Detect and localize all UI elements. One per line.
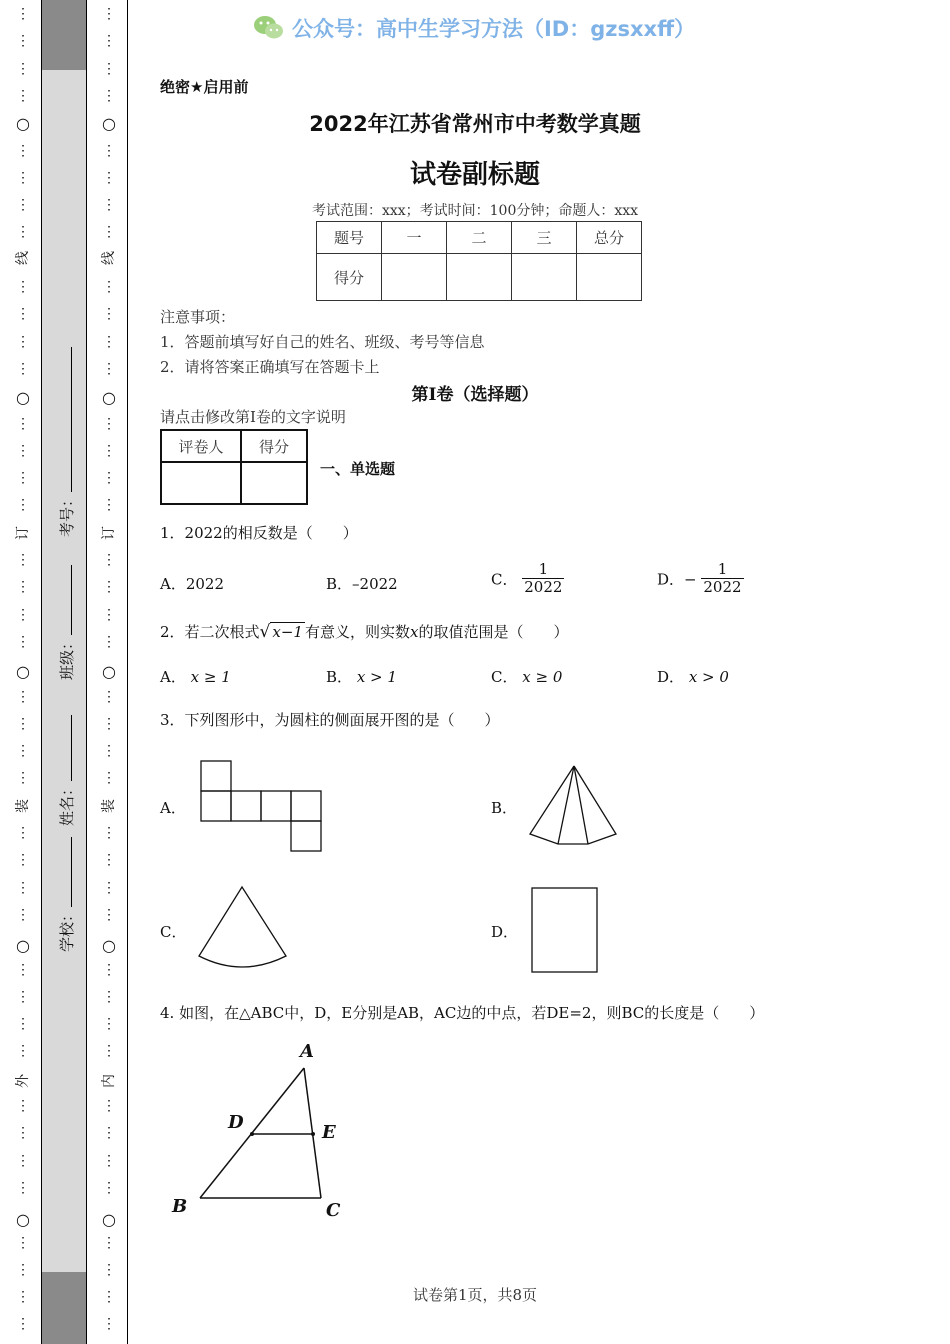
secret-mark: 绝密★启用前 (160, 78, 249, 96)
q3-figure-a-net (196, 756, 326, 856)
seal-label: 线 (101, 251, 117, 265)
dot-mark: ⋮ (16, 1261, 30, 1278)
dot-mark: ⋮ (102, 87, 116, 104)
dot-mark: ⋮ (16, 1289, 30, 1306)
dot-mark: ⋮ (102, 879, 116, 896)
q3-figure-d-rectangle (528, 884, 602, 976)
dot-mark: ⋮ (102, 770, 116, 787)
dot-mark: ⋮ (16, 961, 30, 978)
option-label: C． (491, 668, 518, 686)
q1-option-d[interactable] (657, 561, 744, 597)
exam-info: 考试范围：xxx；考试时间：100分钟；命题人：xxx (311, 203, 639, 219)
dot-mark: ⋮ (102, 715, 116, 732)
dot-mark: ⋮ (102, 906, 116, 923)
page-footer: 试卷第1页，共8页 (412, 1286, 538, 1304)
dot-mark: ⋮ (16, 60, 30, 77)
dot-mark: ⋮ (102, 825, 116, 841)
seal-circle: ○ (16, 936, 30, 955)
dot-mark: ⋮ (16, 497, 30, 514)
seal-circle: ○ (102, 114, 116, 133)
dot-mark: ⋮ (16, 688, 30, 705)
dot-mark: ⋮ (16, 333, 30, 350)
dot-mark: ⋮ (16, 442, 30, 459)
dot-mark: ⋮ (16, 415, 30, 432)
vertex-label-a: A (300, 1041, 314, 1062)
option-label: D． (657, 668, 685, 686)
score-table (316, 221, 642, 301)
notice-item: 1．答题前填写好自己的姓名、班级、考号等信息 (160, 333, 485, 351)
dot-mark: ⋮ (102, 606, 116, 623)
q2-option-a[interactable] (160, 666, 231, 687)
dot-mark: ⋮ (102, 169, 116, 186)
dot-mark: ⋮ (16, 224, 30, 241)
dot-mark: ⋮ (16, 633, 30, 650)
dot-mark: ⋮ (16, 579, 30, 596)
dot-mark: ⋮ (102, 1179, 116, 1196)
dot-mark: ⋮ (16, 279, 30, 295)
vertex-label-b: B (172, 1196, 188, 1217)
dot-mark: ⋮ (16, 1043, 30, 1060)
dot-mark: ⋮ (102, 415, 116, 432)
dot-mark: ⋮ (16, 743, 30, 760)
dot-mark: ⋮ (102, 1289, 116, 1306)
school-field[interactable]: 学校： (56, 837, 77, 952)
q1-option-b[interactable]: B．–2022 (326, 575, 398, 593)
dot-mark: ⋮ (102, 60, 116, 77)
dot-mark: ⋮ (16, 1316, 30, 1333)
outer-seal-line (15, 0, 31, 1344)
dot-mark: ⋮ (102, 688, 116, 705)
grader-header: 评卷人 (161, 430, 241, 462)
grader-cell[interactable] (241, 462, 307, 504)
dot-mark: ⋮ (102, 1316, 116, 1333)
gray-band-bottom (42, 1272, 86, 1344)
dot-mark: ⋮ (102, 1152, 116, 1169)
seal-label: 外 (15, 1074, 31, 1088)
seal-circle: ○ (16, 662, 30, 681)
dot-mark: ⋮ (102, 961, 116, 978)
q3-option-b[interactable]: B． (491, 799, 518, 817)
q3-option-d[interactable]: D． (491, 923, 519, 941)
score-header: 总分 (577, 222, 642, 254)
dot-mark: ⋮ (16, 1234, 30, 1251)
q2-stem-mid: 有意义，则实数 (304, 623, 410, 641)
id-field[interactable]: 考号： (56, 347, 77, 537)
dot-mark: ⋮ (16, 169, 30, 186)
seal-label: 订 (101, 526, 117, 540)
dot-mark: ⋮ (16, 360, 30, 377)
exam-subtitle: 试卷副标题 (409, 160, 540, 190)
class-field[interactable]: 班级： (56, 565, 77, 680)
seal-label: 订 (15, 526, 31, 540)
dot-mark: ⋮ (16, 1125, 30, 1142)
strip-border (127, 0, 128, 1344)
question-2-stem (160, 621, 568, 642)
dot-mark: ⋮ (102, 442, 116, 459)
dot-mark: ⋮ (102, 497, 116, 514)
q3-option-a[interactable]: A． (160, 799, 186, 817)
option-math: x > 1 (356, 668, 397, 686)
q2-option-b[interactable] (326, 666, 397, 687)
score-header: 一 (382, 222, 447, 254)
seal-label: 线 (15, 251, 31, 265)
q1-option-a[interactable]: A．2022 (160, 575, 225, 593)
seal-circle: ○ (16, 388, 30, 407)
dot-mark: ⋮ (102, 279, 116, 295)
score-cell[interactable] (577, 254, 642, 301)
score-header: 题号 (317, 222, 382, 254)
grader-cell[interactable] (161, 462, 241, 504)
seal-label: 内 (101, 1074, 117, 1088)
q3-option-c[interactable]: C． (160, 923, 187, 941)
option-label: A． (160, 668, 186, 686)
dot-mark: ⋮ (16, 1152, 30, 1169)
dot-mark: ⋮ (102, 224, 116, 241)
score-row-label: 得分 (317, 254, 382, 301)
part1-title: 第I卷（选择题） (411, 385, 539, 405)
option-math: x > 0 (688, 668, 729, 686)
dot-mark: ⋮ (16, 715, 30, 732)
q3-figure-b-pyramid (526, 762, 622, 850)
vertex-label-e: E (322, 1122, 336, 1143)
q4-triangle-figure (160, 1036, 360, 1226)
dot-mark: ⋮ (102, 852, 116, 869)
seal-label: 装 (15, 799, 31, 813)
q2-stem-pre: 2．若二次根式 (160, 623, 260, 641)
q1-option-c-fraction (522, 561, 564, 597)
dot-mark: ⋮ (102, 197, 116, 214)
vertex-label-c: C (326, 1200, 341, 1221)
option-label: B． (326, 668, 353, 686)
dot-mark: ⋮ (102, 470, 116, 487)
grader-table (160, 429, 308, 505)
dot-mark: ⋮ (102, 1261, 116, 1278)
dot-mark: ⋮ (102, 6, 116, 22)
question-3-stem: 3．下列图形中，为圆柱的侧面展开图的是（ ） (160, 711, 500, 729)
dot-mark: ⋮ (102, 579, 116, 596)
part1-note: 请点击修改第I卷的文字说明 (160, 408, 346, 426)
dot-mark: ⋮ (102, 1043, 116, 1060)
dot-mark: ⋮ (16, 906, 30, 923)
seal-circle: ○ (16, 114, 30, 133)
fraction-denominator: 2022 (524, 578, 563, 597)
dot-mark: ⋮ (16, 879, 30, 896)
q2-stem-post: 的取值范围是（ ） (418, 623, 569, 641)
banner-text: 公众号：高中生学习方法（ID：gzsxxff） (292, 17, 696, 41)
dot-mark: ⋮ (102, 33, 116, 50)
seal-label: 装 (101, 799, 117, 813)
score-cell[interactable] (512, 254, 577, 301)
dot-mark: ⋮ (16, 988, 30, 1005)
exam-title: 2022年江苏省常州市中考数学真题 (309, 112, 641, 136)
section-title: 一、单选题 (320, 460, 396, 478)
dot-mark: ⋮ (16, 1016, 30, 1033)
dot-mark: ⋮ (16, 770, 30, 787)
score-header: 三 (512, 222, 577, 254)
wechat-icon (252, 14, 286, 42)
dot-mark: ⋮ (16, 142, 30, 159)
seal-circle: ○ (16, 1210, 30, 1229)
dot-mark: ⋮ (16, 1179, 30, 1196)
q1-option-d-fraction (701, 561, 743, 597)
dot-mark: ⋮ (16, 825, 30, 841)
q2-option-c[interactable] (491, 666, 562, 687)
dot-mark: ⋮ (102, 988, 116, 1005)
dot-mark: ⋮ (16, 197, 30, 214)
dot-mark: ⋮ (16, 552, 30, 568)
seal-circle: ○ (102, 936, 116, 955)
q3-figure-c-sector (194, 882, 294, 976)
dot-mark: ⋮ (102, 1098, 116, 1114)
score-cell[interactable] (447, 254, 512, 301)
q2-option-d[interactable] (657, 666, 729, 687)
score-header: 二 (447, 222, 512, 254)
seal-circle: ○ (102, 662, 116, 681)
dot-mark: ⋮ (102, 743, 116, 760)
seal-circle: ○ (102, 1210, 116, 1229)
fraction-numerator: 1 (538, 560, 549, 578)
notice-heading: 注意事项： (160, 308, 236, 326)
dot-mark: ⋮ (16, 852, 30, 869)
dot-mark: ⋮ (16, 470, 30, 487)
fraction-denominator: 2022 (703, 578, 742, 597)
option-math: x ≥ 1 (190, 668, 231, 686)
dot-mark: ⋮ (16, 306, 30, 323)
dot-mark: ⋮ (102, 142, 116, 159)
dot-mark: ⋮ (102, 360, 116, 377)
name-field[interactable]: 姓名： (56, 715, 77, 826)
dot-mark: ⋮ (102, 1016, 116, 1033)
dot-mark: ⋮ (16, 33, 30, 50)
fraction-numerator: 1 (717, 560, 728, 578)
option-math: x ≥ 0 (522, 668, 563, 686)
vertex-label-d: D (228, 1112, 244, 1133)
q2-variable: x (409, 623, 419, 641)
dot-mark: ⋮ (102, 1125, 116, 1142)
seal-circle: ○ (102, 388, 116, 407)
q2-radicand: x−1 (272, 623, 303, 641)
gray-band-top (42, 0, 86, 70)
sqrt-symbol: √ (259, 622, 271, 642)
dot-mark: ⋮ (102, 306, 116, 323)
q1-option-c[interactable] (491, 561, 564, 597)
dot-mark: ⋮ (102, 552, 116, 568)
grader-header: 得分 (241, 430, 307, 462)
question-1-stem: 1．2022的相反数是（ ） (160, 524, 358, 542)
banner (252, 12, 695, 44)
dot-mark: ⋮ (102, 633, 116, 650)
dot-mark: ⋮ (16, 6, 30, 22)
q1-option-d-label: D．− (657, 570, 697, 589)
dot-mark: ⋮ (16, 606, 30, 623)
dot-mark: ⋮ (102, 1234, 116, 1251)
dot-mark: ⋮ (16, 1098, 30, 1114)
score-cell[interactable] (382, 254, 447, 301)
inner-seal-line (101, 0, 117, 1344)
q1-option-c-label: C． (491, 570, 518, 589)
dot-mark: ⋮ (16, 87, 30, 104)
dot-mark: ⋮ (102, 333, 116, 350)
notice-item: 2．请将答案正确填写在答题卡上 (160, 358, 380, 376)
question-4-stem: 4. 如图，在△ABC中，D，E分别是AB，AC边的中点，若DE=2，则BC的长度是（ ） (160, 1004, 765, 1022)
